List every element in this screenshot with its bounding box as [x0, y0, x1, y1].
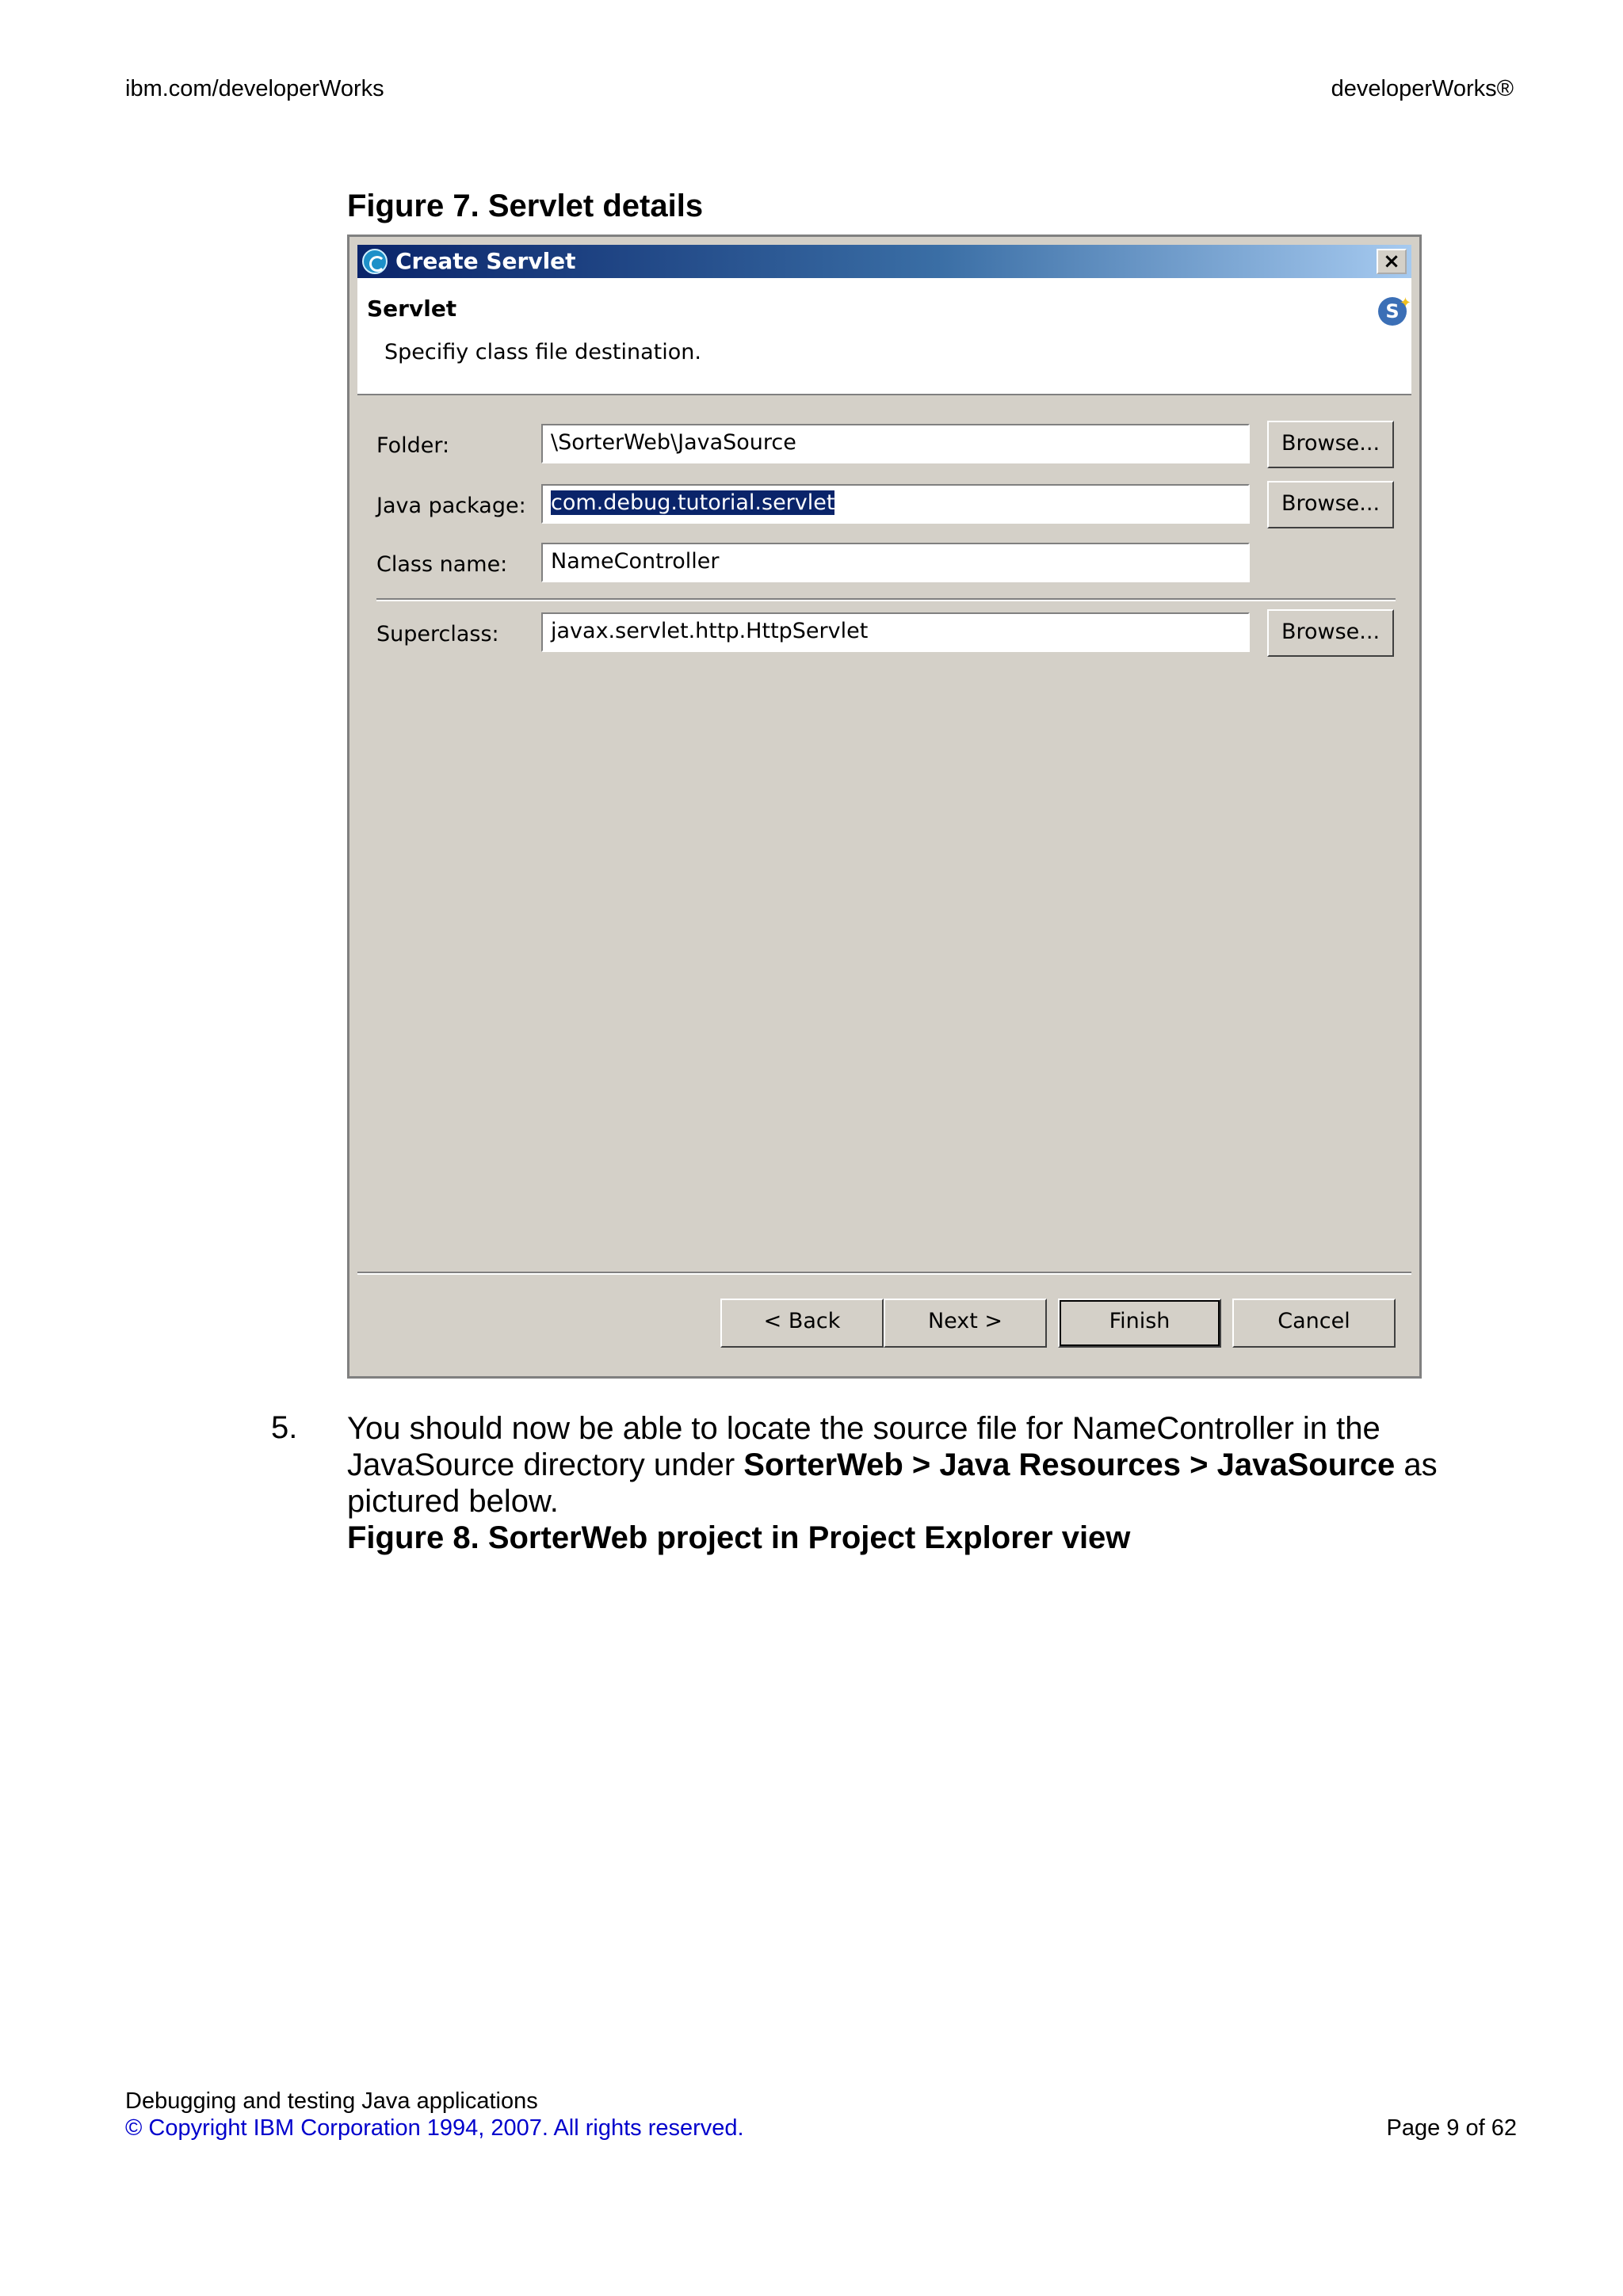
- java-package-input[interactable]: [541, 484, 1250, 524]
- next-button[interactable]: Next >: [884, 1299, 1047, 1348]
- step-text: [347, 1410, 1441, 1556]
- figure-7-caption: Figure 7. Servlet details: [347, 189, 704, 223]
- header-brand: developerWorks®: [1331, 76, 1514, 101]
- folder-browse-button[interactable]: Browse...: [1267, 421, 1394, 468]
- banner-title: Servlet: [367, 296, 457, 322]
- buttonbar-separator: [357, 1272, 1411, 1275]
- java-package-value: com.debug.tutorial.servlet: [551, 490, 835, 515]
- figure-8-caption: Figure 8. SorterWeb project in Project Explorer view: [347, 1520, 1131, 1555]
- form-separator: [376, 598, 1396, 601]
- superclass-label: Superclass:: [376, 622, 499, 646]
- footer-copyright-link[interactable]: © Copyright IBM Corporation 1994, 2007. All rights reserved.: [125, 2115, 744, 2141]
- java-package-label: Java package:: [376, 494, 526, 518]
- footer-page-number: Page 9 of 62: [1386, 2115, 1517, 2141]
- footer-doc-title: Debugging and testing Java applications: [125, 2088, 538, 2114]
- close-button[interactable]: ×: [1377, 249, 1407, 274]
- step-text-part-1: You should now be able to locate the source file for NameController in the JavaSource directory under: [347, 1411, 1381, 1482]
- package-browse-button[interactable]: Browse...: [1267, 481, 1394, 528]
- folder-label: Folder:: [376, 433, 450, 458]
- superclass-browse-button[interactable]: Browse...: [1267, 609, 1394, 657]
- dialog-banner: [357, 278, 1411, 395]
- class-name-input[interactable]: NameController: [541, 543, 1250, 582]
- header-site-link[interactable]: ibm.com/developerWorks: [125, 76, 384, 101]
- back-button[interactable]: < Back: [720, 1299, 884, 1348]
- create-servlet-dialog: [347, 235, 1422, 1379]
- dialog-titlebar: [357, 245, 1411, 278]
- class-name-label: Class name:: [376, 552, 508, 577]
- cancel-button[interactable]: Cancel: [1232, 1299, 1396, 1348]
- step-path: SorterWeb > Java Resources > JavaSource: [743, 1447, 1396, 1482]
- step-number: 5.: [271, 1410, 298, 1445]
- finish-button[interactable]: Finish: [1058, 1299, 1221, 1348]
- dialog-title: Create Servlet: [395, 248, 576, 274]
- servlet-wizard-icon: S ✦: [1378, 297, 1407, 326]
- folder-input[interactable]: \SorterWeb\JavaSource: [541, 424, 1250, 463]
- superclass-input[interactable]: javax.servlet.http.HttpServlet: [541, 612, 1250, 652]
- app-icon: [362, 249, 388, 274]
- step-text-part-2: as pictured below.: [347, 1447, 1438, 1519]
- banner-description: Specifiy class file destination.: [384, 340, 701, 364]
